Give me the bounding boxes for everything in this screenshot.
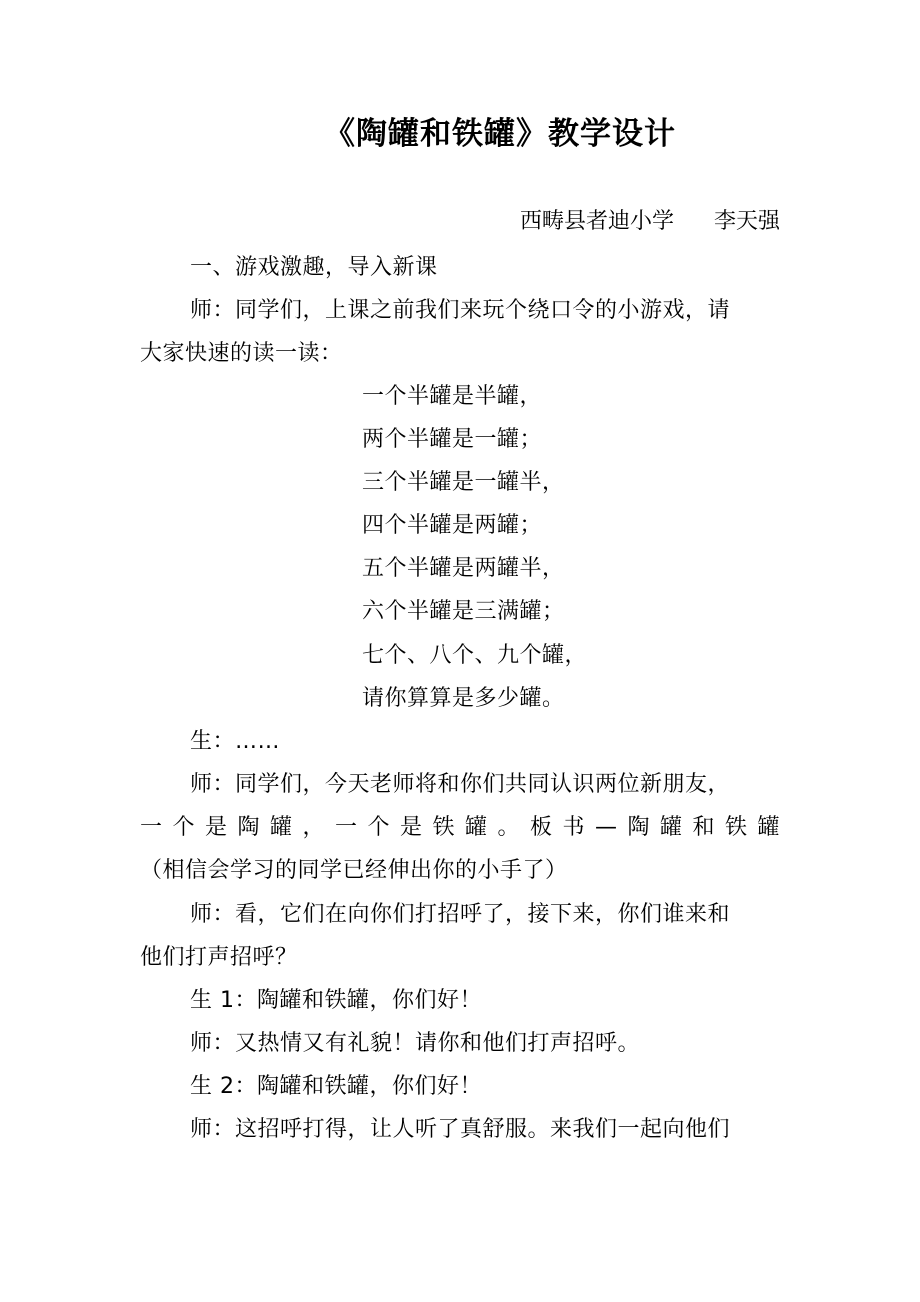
char: 板 <box>530 815 553 840</box>
char: 罐 <box>270 815 293 840</box>
paragraph-line: （相信会学习的同学已经伸出你的小手了） <box>140 858 568 883</box>
poem-line: 四个半罐是两罐； <box>362 513 543 538</box>
paragraph-line: 生：…… <box>190 729 281 754</box>
char: 个 <box>172 815 196 840</box>
document-title: 《陶罐和铁罐》教学设计 <box>324 116 676 152</box>
char: 是 <box>205 815 228 840</box>
char: 一 <box>140 815 163 840</box>
char: 一 <box>335 815 358 840</box>
paragraph-line: 师：同学们，今天老师将和你们共同认识两位新朋友， <box>190 772 731 797</box>
char: 铁 <box>724 815 748 840</box>
char: ， <box>302 815 326 840</box>
paragraph-line: 大家快速的读一读： <box>140 341 343 366</box>
char: 书 <box>562 815 586 840</box>
char: 陶 <box>237 815 261 840</box>
poem-line: 七个、八个、九个罐， <box>362 643 588 668</box>
char: 罐 <box>659 815 683 840</box>
poem-line: 两个半罐是一罐； <box>362 427 543 452</box>
paragraph-line: 师：看，它们在向你们打招呼了，接下来，你们谁来和 <box>190 902 731 927</box>
poem-line: 一个半罐是半罐， <box>362 384 543 409</box>
char: 个 <box>367 815 391 840</box>
paragraph-line: 师：同学们，上课之前我们来玩个绕口令的小游戏，请 <box>190 298 731 323</box>
poem-line: 五个半罐是两罐半， <box>362 556 565 581</box>
char: 是 <box>400 815 423 840</box>
char: 陶 <box>627 815 650 840</box>
author-line <box>520 204 780 240</box>
char: 罐 <box>465 815 488 840</box>
section-heading: 一、游戏激趣，导入新课 <box>190 255 438 280</box>
char: 铁 <box>432 815 456 840</box>
poem-line: 三个半罐是一罐半， <box>362 470 565 495</box>
paragraph-line: 生 2：陶罐和铁罐，你们好！ <box>190 1074 482 1099</box>
paragraph-line: 生 1：陶罐和铁罐，你们好！ <box>190 988 482 1013</box>
char: 罐 <box>757 815 780 840</box>
author-school: 西畴县者迪小学 <box>519 209 674 234</box>
author-name: 李天强 <box>713 209 780 234</box>
paragraph-line: 师：又热情又有礼貌！请你和他们打声招呼。 <box>190 1031 641 1056</box>
paragraph-line: 他们打声招呼？ <box>140 945 298 970</box>
poem-line: 请你算算是多少罐。 <box>362 686 565 711</box>
char: 和 <box>692 815 715 840</box>
poem-line: 六个半罐是三满罐； <box>362 599 565 624</box>
paragraph-line: 师：这招呼打得，让人听了真舒服。来我们一起向他们 <box>190 1117 731 1142</box>
paragraph-line-justified <box>140 810 780 846</box>
char: 。 <box>497 815 521 840</box>
char: — <box>595 815 618 840</box>
